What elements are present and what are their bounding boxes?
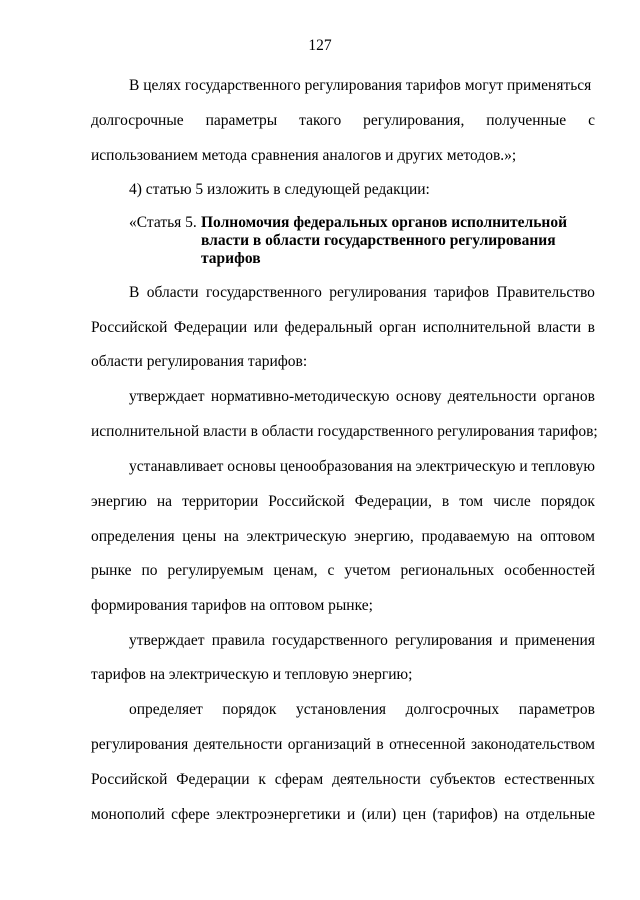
word: утверждает [129,388,205,405]
word: в [441,493,450,510]
word: Российской [268,493,345,510]
paragraph-3-line-2 [91,319,595,337]
word: регулирования [395,632,493,649]
word: регулируемым [167,562,264,579]
paragraph-6-line-2: тарифов на электрическую и тепловую энергию; [91,666,413,683]
word: и [499,632,508,649]
word: на [517,528,533,545]
word: правила [211,632,265,649]
word: субъектов [429,771,496,788]
paragraph-3-line-3: области регулирования тарифов: [91,353,308,370]
word: особенностей [504,562,595,579]
word: на [504,806,520,823]
word: исполнительной [422,319,531,336]
paragraph-5-line-2 [91,493,595,511]
word: электрическую [246,528,347,545]
paragraph-1-line-1: В целях государственного регулирования тарифов могут применяться [129,77,592,94]
word: энергию [91,493,147,510]
word: деятельности [193,736,283,753]
word: цен [402,806,427,823]
word: деятельности [332,771,421,788]
word: регулирования [91,736,189,753]
word: области [146,284,199,301]
word: (тарифов) [432,806,498,823]
word: Федерации [173,319,248,336]
word: в [376,736,384,753]
word: сфере [171,806,210,823]
word: порядок [540,493,595,510]
word: цены [182,528,217,545]
word: Правительство [496,284,595,301]
word: долгосрочных [405,701,500,718]
paragraph-5-line-3 [91,528,595,546]
paragraph-3-line-1 [129,284,595,302]
word: органов [542,388,595,405]
word: или [253,319,278,336]
article-title-line-3: тарифов [201,250,261,267]
word: параметры [205,112,278,129]
word: установления [296,701,387,718]
paragraph-4-line-1 [129,388,595,406]
word: энергию, [354,528,414,545]
article-title [201,214,581,268]
word: Российской [91,319,168,336]
word: Федерации [176,771,250,788]
word: В [129,284,140,301]
paragraph-2: 4) статью 5 изложить в следующей редакции: [129,181,430,198]
paragraph-1-line-3: использованием метода сравнения аналогов и других методов.»; [91,147,517,164]
word: продаваемую [421,528,510,545]
word: на [223,528,239,545]
word: определяет [129,701,203,718]
word: электрическую [415,458,516,475]
word: территории [182,493,259,510]
word: том [459,493,484,510]
paragraph-5-line-5: формирования тарифов на оптовом рынке; [91,597,373,614]
word: с [588,112,595,129]
word: отдельные [525,806,595,823]
word: к [258,771,266,788]
word: деятельности [447,388,537,405]
word: устанавливает [129,458,224,475]
word: орган [379,319,417,336]
paragraph-7-line-2 [91,736,595,754]
word: ценам, [273,562,318,579]
word: тепловую [531,458,595,475]
word: утверждает [129,632,205,649]
word: отнесенной [389,736,466,753]
article-title-line-2: власти в области государственного регулирования [201,232,556,249]
word: власти [537,319,582,336]
article-number: «Статья 5. [129,214,197,231]
word: нормативно-методическую [210,388,390,405]
word: применения [515,632,595,649]
word: на [156,493,173,510]
word: региональных [400,562,495,579]
word: естественных [504,771,595,788]
word: Федерации, [354,493,432,510]
word: организаций [287,736,372,753]
word: законодательством [470,736,595,753]
word: государственного [205,284,322,301]
word: сферам [274,771,324,788]
word: и [519,458,528,475]
word: Российской [91,771,168,788]
word: учетом [344,562,391,579]
word: ценообразования [279,458,393,475]
paragraph-5-line-1 [129,458,595,476]
word: с [327,562,335,579]
paragraph-7-line-1 [129,701,595,719]
word: параметров [518,701,595,718]
word: определения [91,528,175,545]
word: регулирования, [363,112,465,129]
paragraph-4-line-2: исполнительной власти в области государственного регулирования тарифов; [91,423,598,440]
word: монополий [91,806,165,823]
word: оптовом [540,528,595,545]
word: в [587,319,595,336]
word: числе [493,493,531,510]
word: основы [227,458,277,475]
article-heading [129,214,595,268]
article-title-line-1: Полномочия федеральных органов исполнительной [201,214,568,231]
word: такого [299,112,342,129]
paragraph-7-line-3 [91,771,595,789]
word: по [141,562,158,579]
page-number: 127 [308,37,332,54]
word: государственного [272,632,388,649]
word: федеральный [284,319,373,336]
paragraph-1-line-2 [91,112,595,130]
word: рынке [91,562,132,579]
paragraph-6-line-1 [129,632,595,650]
word: полученные [486,112,567,129]
word: тарифов [434,284,490,301]
word: и [346,806,356,823]
word: (или) [361,806,397,823]
word: электроэнергетики [216,806,341,823]
word: на [396,458,412,475]
paragraph-5-line-4 [91,562,595,580]
word: порядок [222,701,277,718]
word: долгосрочные [91,112,184,129]
paragraph-7-line-4 [91,806,595,824]
word: основу [395,388,442,405]
word: регулирования [329,284,427,301]
